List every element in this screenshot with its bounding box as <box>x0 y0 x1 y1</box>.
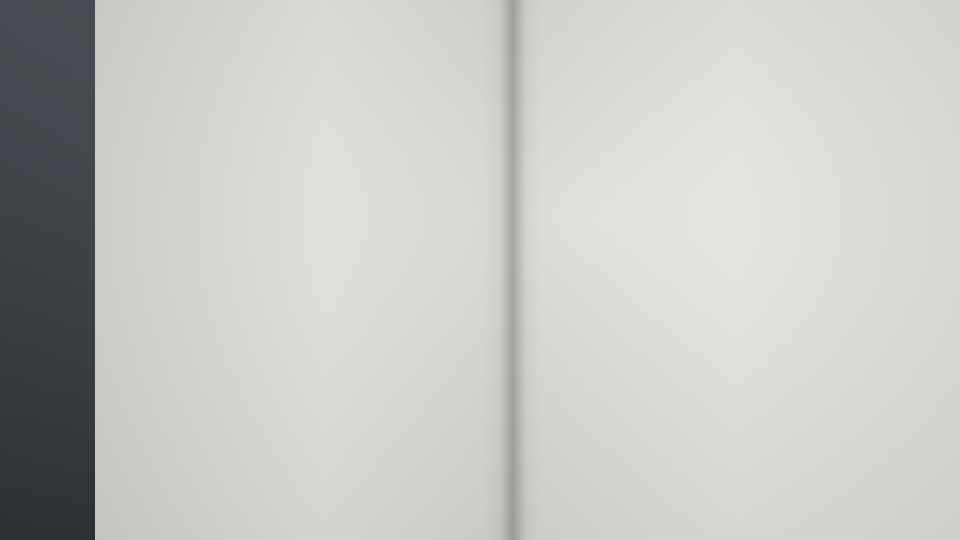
book-gutter <box>500 0 526 540</box>
left-page <box>95 0 513 540</box>
right-page <box>513 0 960 540</box>
